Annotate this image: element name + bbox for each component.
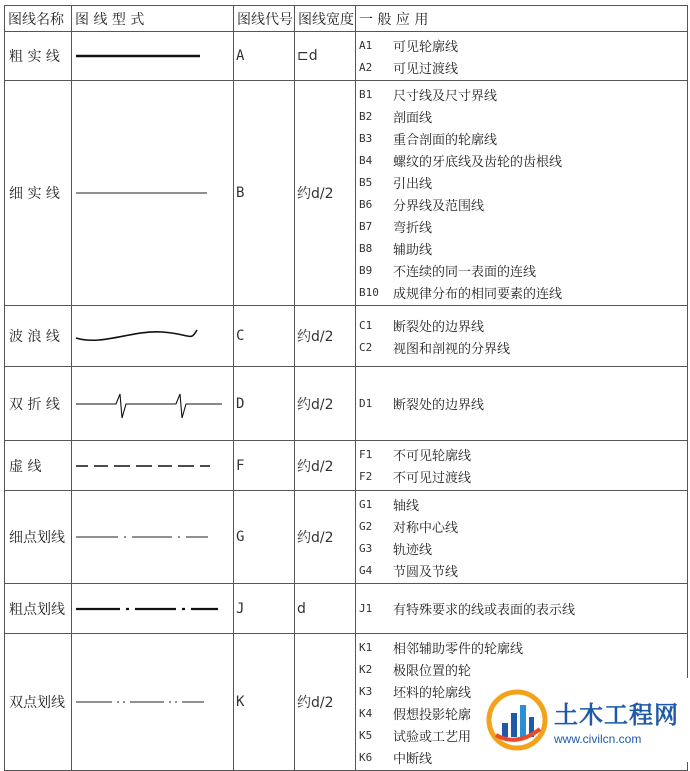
line-name: 波 浪 线 <box>5 306 72 367</box>
use-item <box>359 314 687 336</box>
general-use-list <box>356 491 688 584</box>
line-name: 双点划线 <box>5 634 72 771</box>
table-row <box>5 367 688 441</box>
use-description: 可见轮廓线 <box>393 39 459 55</box>
general-use-list <box>356 441 688 491</box>
use-code: G2 <box>359 519 373 533</box>
line-width: 约d/2 <box>295 634 356 771</box>
use-description: 弯折线 <box>393 220 433 236</box>
header-line-code: 图线代号 <box>234 6 295 32</box>
header-line-style: 图 线 型 式 <box>72 6 234 32</box>
header-row <box>5 6 688 32</box>
watermark-title: 土木工程网 <box>554 700 679 729</box>
line-style-sample <box>72 584 234 634</box>
use-item <box>359 127 687 149</box>
line-code: A <box>234 32 295 81</box>
use-code: D1 <box>359 397 373 410</box>
use-description: 引出线 <box>393 176 433 192</box>
use-code: B5 <box>359 175 373 189</box>
use-description: 剖面线 <box>393 110 433 126</box>
use-description: 极限位置的轮 <box>393 663 472 679</box>
line-code: K <box>234 634 295 771</box>
line-code: B <box>234 81 295 306</box>
use-item <box>359 444 687 466</box>
thick-dash-dot-line-sample <box>72 589 232 629</box>
line-width: 约d/2 <box>295 306 356 367</box>
use-description: 螺纹的牙底线及齿轮的齿根线 <box>393 154 563 170</box>
use-description: 尺寸线及尺寸界线 <box>393 88 498 104</box>
use-description: 不连续的同一表面的连线 <box>393 264 537 280</box>
use-code: A2 <box>359 60 373 74</box>
general-use-list <box>356 367 688 441</box>
use-code: C1 <box>359 318 373 332</box>
use-item <box>359 56 687 78</box>
use-code: G3 <box>359 541 373 555</box>
table-row <box>5 584 688 634</box>
use-description: 分界线及范围线 <box>393 198 485 214</box>
table-row <box>5 32 688 81</box>
use-item <box>359 466 687 488</box>
table-row <box>5 491 688 584</box>
use-code: B9 <box>359 263 373 277</box>
use-code: B1 <box>359 87 373 101</box>
use-item <box>359 193 687 215</box>
use-code: K1 <box>359 640 373 654</box>
line-style-sample <box>72 306 234 367</box>
line-code: D <box>234 367 295 441</box>
use-description: 断裂处的边界线 <box>393 319 485 335</box>
use-code: G4 <box>359 563 373 577</box>
use-item <box>359 149 687 171</box>
double-dash-dot-line-sample <box>72 682 232 722</box>
zigzag-line-sample <box>72 384 232 424</box>
line-name: 粗点划线 <box>5 584 72 634</box>
use-item <box>359 559 687 581</box>
header-line-width: 图线宽度 <box>295 6 356 32</box>
use-code: B8 <box>359 241 373 255</box>
use-item <box>359 636 687 658</box>
line-style-sample <box>72 367 234 441</box>
use-item <box>359 537 687 559</box>
use-description: 假想投影轮廓 <box>393 707 472 723</box>
line-code: C <box>234 306 295 367</box>
use-description: 试验或工艺用 <box>393 729 472 745</box>
line-code: F <box>234 441 295 491</box>
thin-solid-line-sample <box>72 173 232 213</box>
line-width: ⊏d <box>295 32 356 81</box>
use-code: K6 <box>359 750 373 764</box>
use-item <box>359 34 687 56</box>
line-style-sample <box>72 32 234 81</box>
use-description: 不可见过渡线 <box>393 471 472 486</box>
dashed-line-sample <box>72 446 232 486</box>
use-description: 成规律分布的相同要素的连线 <box>393 286 563 302</box>
use-code: A1 <box>359 38 373 52</box>
use-code: B3 <box>359 131 373 145</box>
line-width: 约d/2 <box>295 441 356 491</box>
use-code: B4 <box>359 153 373 167</box>
use-item <box>359 493 687 515</box>
use-item <box>359 215 687 237</box>
line-name: 虚 线 <box>5 441 72 491</box>
header-line-name: 图线名称 <box>5 6 72 32</box>
general-use-list <box>356 32 688 81</box>
watermark-url: www.civilcn.com <box>554 731 642 746</box>
line-code: G <box>234 491 295 584</box>
line-type-table <box>4 5 688 771</box>
use-description: 不可见轮廓线 <box>393 449 472 464</box>
line-name: 粗 实 线 <box>5 32 72 81</box>
line-style-sample <box>72 441 234 491</box>
civil-engineering-logo-icon <box>486 689 548 751</box>
general-use-list <box>356 584 688 634</box>
thick-solid-line-sample <box>72 36 232 76</box>
use-item <box>359 658 687 680</box>
use-item <box>359 281 687 303</box>
use-code: B6 <box>359 197 373 211</box>
use-code: C2 <box>359 340 373 354</box>
table-row <box>5 81 688 306</box>
line-width: 约d/2 <box>295 491 356 584</box>
use-item <box>359 105 687 127</box>
use-description: 视图和剖视的分界线 <box>393 341 511 357</box>
line-name: 细 实 线 <box>5 81 72 306</box>
use-description: 重合剖面的轮廓线 <box>393 132 498 148</box>
use-item <box>359 393 687 415</box>
use-code: F2 <box>359 470 373 483</box>
use-description: 轨迹线 <box>393 542 433 558</box>
use-item <box>359 237 687 259</box>
use-item <box>359 171 687 193</box>
use-description: 有特殊要求的线或表面的表示线 <box>393 603 576 618</box>
use-item <box>359 259 687 281</box>
use-code: K4 <box>359 706 373 720</box>
use-description: 可见过渡线 <box>393 61 459 77</box>
use-description: 相邻辅助零件的轮廓线 <box>393 641 524 657</box>
wavy-line-sample <box>72 316 232 356</box>
line-width: 约d/2 <box>295 367 356 441</box>
use-code: B2 <box>359 109 373 123</box>
use-item <box>359 336 687 358</box>
use-code: K3 <box>359 684 373 698</box>
general-use-list <box>356 81 688 306</box>
thin-dash-dot-line-sample <box>72 517 232 557</box>
use-description: 节圆及节线 <box>393 564 459 580</box>
use-code: J1 <box>359 602 373 615</box>
general-use-list <box>356 306 688 367</box>
use-item <box>359 515 687 537</box>
line-style-sample <box>72 634 234 771</box>
line-code: J <box>234 584 295 634</box>
use-item <box>359 83 687 105</box>
use-code: G1 <box>359 497 373 511</box>
use-description: 中断线 <box>393 751 433 767</box>
table-row <box>5 306 688 367</box>
use-code: B7 <box>359 219 373 233</box>
use-description: 对称中心线 <box>393 520 459 536</box>
line-width: 约d/2 <box>295 81 356 306</box>
line-name: 双 折 线 <box>5 367 72 441</box>
use-description: 轴线 <box>393 498 420 514</box>
use-description: 辅助线 <box>393 242 433 258</box>
table-row <box>5 441 688 491</box>
use-item <box>359 598 687 620</box>
line-width: d <box>295 584 356 634</box>
use-description: 断裂处的边界线 <box>393 398 485 413</box>
line-style-sample <box>72 491 234 584</box>
use-code: K2 <box>359 662 373 676</box>
use-code: K5 <box>359 728 373 742</box>
watermark <box>476 678 690 762</box>
line-style-sample <box>72 81 234 306</box>
line-name: 细点划线 <box>5 491 72 584</box>
header-general-use: 一 般 应 用 <box>356 6 688 32</box>
use-description: 坯料的轮廓线 <box>393 685 472 701</box>
use-code: F1 <box>359 448 373 461</box>
use-code: B10 <box>359 285 379 299</box>
